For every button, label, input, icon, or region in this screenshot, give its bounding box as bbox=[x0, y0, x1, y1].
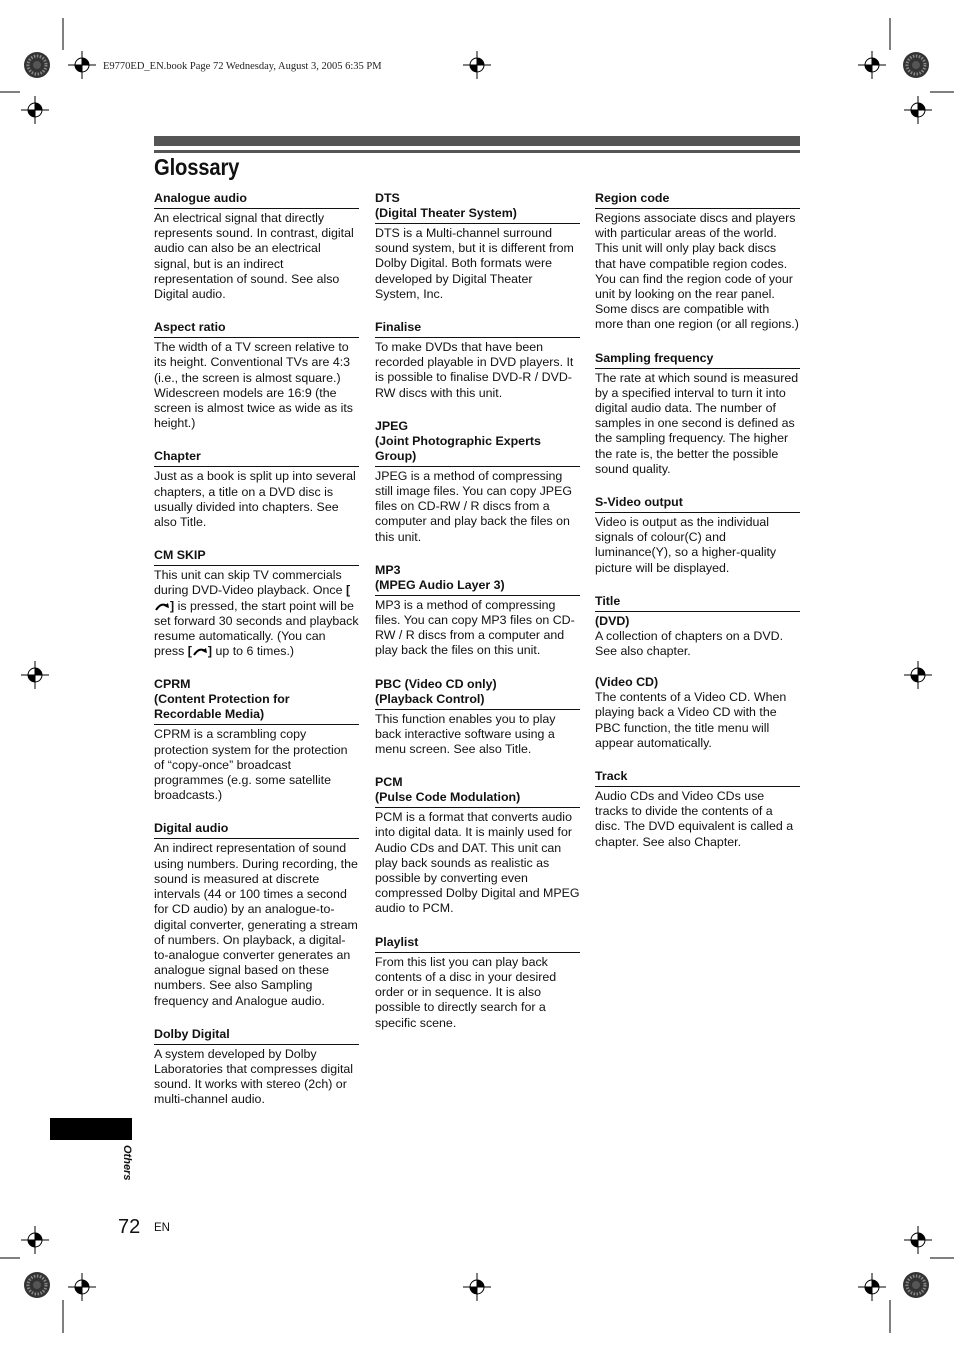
page-language: EN bbox=[154, 1222, 170, 1234]
page-title: Glossary bbox=[154, 154, 240, 180]
registration-crosshair-icon bbox=[21, 1226, 49, 1254]
glossary-term: Digital audio bbox=[154, 821, 359, 839]
glossary-definition: An indirect representation of sound using numbers. During recording, the sound is measured at discrete intervals (44 or 100 times a second for CD audio) by an analogue-to-digital converter, generating a stream of numbers. On playback, a digital-to-analogue converter generates an analogue signal based on these numbers. See also Sampling frequency and Analogue audio. bbox=[154, 841, 358, 1008]
glossary-sub-term: (DVD) bbox=[595, 613, 630, 628]
color-wheel-icon bbox=[24, 52, 50, 78]
glossary-entry bbox=[154, 320, 359, 431]
glossary-term: PCM (Pulse Code Modulation) bbox=[375, 775, 580, 808]
registration-crosshair-icon bbox=[904, 96, 932, 124]
registration-crosshair-icon bbox=[463, 1273, 491, 1301]
glossary-term: MP3 (MPEG Audio Layer 3) bbox=[375, 563, 580, 596]
glossary-entry bbox=[375, 677, 580, 758]
registration-crosshair-icon bbox=[463, 51, 491, 79]
glossary-column-1 bbox=[154, 191, 359, 1126]
glossary-definition: This unit can skip TV commercials during DVD-Video playback. Once [] is pressed, the start point will be set forward 30 seconds and playback resume automatically. (You can press [ ] up to 6 times.) bbox=[154, 568, 359, 659]
glossary-definition: A collection of chapters on a DVD. See also chapter. bbox=[595, 628, 784, 659]
glossary-term: Analogue audio bbox=[154, 191, 359, 209]
title-bar-thick bbox=[154, 136, 800, 146]
glossary-term: CPRM (Content Protection for Recordable Media) bbox=[154, 677, 359, 725]
glossary-entry bbox=[154, 449, 359, 530]
glossary-definition: The contents of a Video CD. When playing back a Video CD with the PBC function, the title menu will appear automatically. bbox=[595, 690, 787, 750]
glossary-entry bbox=[375, 563, 580, 659]
glossary-definition: The rate at which sound is measured by a specified interval to turn it into digital audio data. The number of samples in one second is defined as the sampling frequency. The higher the rate is, the better the possible sound quality. bbox=[595, 370, 799, 476]
glossary-entry bbox=[154, 548, 359, 659]
glossary-term: DTS (Digital Theater System) bbox=[375, 191, 580, 224]
glossary-entry bbox=[375, 191, 580, 302]
glossary-entry bbox=[375, 775, 580, 916]
cm-skip-arrow-icon bbox=[192, 646, 208, 656]
glossary-definition: JPEG is a method of compressing still image files. You can copy JPEG files on CD-RW / R discs from a computer and play back the files on this unit. bbox=[375, 468, 572, 544]
glossary-term: Playlist bbox=[375, 935, 580, 953]
glossary-entry bbox=[375, 935, 580, 1031]
glossary-entry bbox=[375, 320, 580, 401]
registration-crosshair-icon bbox=[68, 1273, 96, 1301]
glossary-definition: PCM is a format that converts audio into digital data. It is mainly used for Audio CDs and DAT. This unit can play back sounds as realistic as possible by converting even compressed Dolby Digital and MPEG audio to PCM. bbox=[375, 810, 580, 916]
glossary-term: PBC (Video CD only) (Playback Control) bbox=[375, 677, 580, 710]
registration-crosshair-icon bbox=[68, 51, 96, 79]
glossary-definition: Video is output as the individual signals of colour(C) and luminance(Y), so a higher-quality picture will be displayed. bbox=[595, 515, 777, 575]
glossary-entry bbox=[154, 677, 359, 803]
glossary-term: Aspect ratio bbox=[154, 320, 359, 338]
color-wheel-icon bbox=[24, 1272, 50, 1298]
glossary-entry bbox=[375, 419, 580, 545]
glossary-definition: Audio CDs and Video CDs use tracks to divide the contents of a disc. The DVD equivalent is called a chapter. See also Chapter. bbox=[595, 789, 794, 849]
glossary-term: JPEG (Joint Photographic Experts Group) bbox=[375, 419, 580, 467]
glossary-term: Title bbox=[595, 594, 800, 612]
registration-crosshair-icon bbox=[858, 1273, 886, 1301]
section-tab bbox=[50, 1118, 132, 1140]
registration-crosshair-icon bbox=[904, 661, 932, 689]
glossary-sub-term: (Video CD) bbox=[595, 675, 659, 690]
glossary-sub-entry bbox=[595, 614, 800, 659]
glossary-sub-entry bbox=[595, 675, 800, 751]
glossary-term: Finalise bbox=[375, 320, 580, 338]
page-number: 72 bbox=[118, 1216, 141, 1238]
glossary-entry bbox=[595, 594, 800, 751]
glossary-definition: Regions associate discs and players with particular areas of the world. This unit will only play back discs that have compatible region codes. You can find the region code of your unit by looking on the rear panel. Some discs are compatible with more than one region (or all regions.) bbox=[595, 211, 799, 332]
registration-crosshair-icon bbox=[21, 96, 49, 124]
glossary-entry bbox=[595, 351, 800, 477]
color-wheel-icon bbox=[903, 1272, 929, 1298]
registration-crosshair-icon bbox=[904, 1226, 932, 1254]
glossary-definition: MP3 is a method of compressing files. You can copy MP3 files on CD-RW / R discs from a computer and play back the files on this unit. bbox=[375, 597, 575, 658]
registration-crosshair-icon bbox=[858, 51, 886, 79]
glossary-definition: This function enables you to play back interactive software using a menu screen. See also Title. bbox=[375, 711, 556, 757]
glossary-entry bbox=[154, 821, 359, 1008]
glossary-term: Dolby Digital bbox=[154, 1027, 359, 1045]
glossary-entry bbox=[595, 769, 800, 850]
glossary-definition: A system developed by Dolby Laboratories that compresses digital sound. It works with stereo (2ch) or multi-channel audio. bbox=[154, 1046, 354, 1107]
glossary-term: Chapter bbox=[154, 449, 359, 467]
glossary-definition: Just as a book is split up into several chapters, a title on a DVD disc is usually divided into chapters. See also Title. bbox=[154, 469, 356, 530]
glossary-column-2 bbox=[375, 191, 580, 1049]
glossary-term: CM SKIP bbox=[154, 548, 359, 566]
glossary-entry bbox=[154, 1027, 359, 1108]
glossary-entry bbox=[595, 495, 800, 576]
glossary-definition: An electrical signal that directly represents sound. In contrast, digital audio can also be an electrical signal, but is an indirect representation of sound. See also Digital audio. bbox=[154, 211, 354, 302]
glossary-definition: The width of a TV screen relative to its height. Conventional TVs are 4:3 (i.e., the screen is almost square.) Widescreen models are 16:9 (the screen is almost twice as wide as its height.) bbox=[154, 340, 354, 431]
glossary-entry bbox=[595, 191, 800, 333]
cm-skip-arrow-icon bbox=[154, 601, 170, 611]
title-bar-thin bbox=[154, 150, 800, 153]
glossary-definition: To make DVDs that have been recorded playable in DVD players. It is possible to finalise DVD-R / DVD-RW discs with this unit. bbox=[375, 340, 574, 400]
glossary-term: Sampling frequency bbox=[595, 351, 800, 369]
glossary-definition: CPRM is a scrambling copy protection system for the protection of “copy-once” broadcast programmes (e.g. some satellite broadcasts.) bbox=[154, 727, 348, 803]
section-tab-label: Others bbox=[121, 1145, 133, 1181]
glossary-definition: From this list you can play back contents of a disc in your desired order or in sequence. It is also possible to directly search for a specific scene. bbox=[375, 954, 557, 1030]
glossary-term: Track bbox=[595, 769, 800, 787]
glossary-entry bbox=[154, 191, 359, 302]
glossary-definition: DTS is a Multi-channel surround sound system, but it is different from Dolby Digital. Both formats were developed by Digital Theater System, Inc. bbox=[375, 226, 574, 301]
glossary-term: Region code bbox=[595, 191, 800, 209]
glossary-term: S-Video output bbox=[595, 495, 800, 513]
glossary-column-3 bbox=[595, 191, 800, 868]
print-header: E9770ED_EN.book Page 72 Wednesday, August 3, 2005 6:35 PM bbox=[103, 61, 382, 72]
color-wheel-icon bbox=[903, 52, 929, 78]
registration-crosshair-icon bbox=[21, 661, 49, 689]
